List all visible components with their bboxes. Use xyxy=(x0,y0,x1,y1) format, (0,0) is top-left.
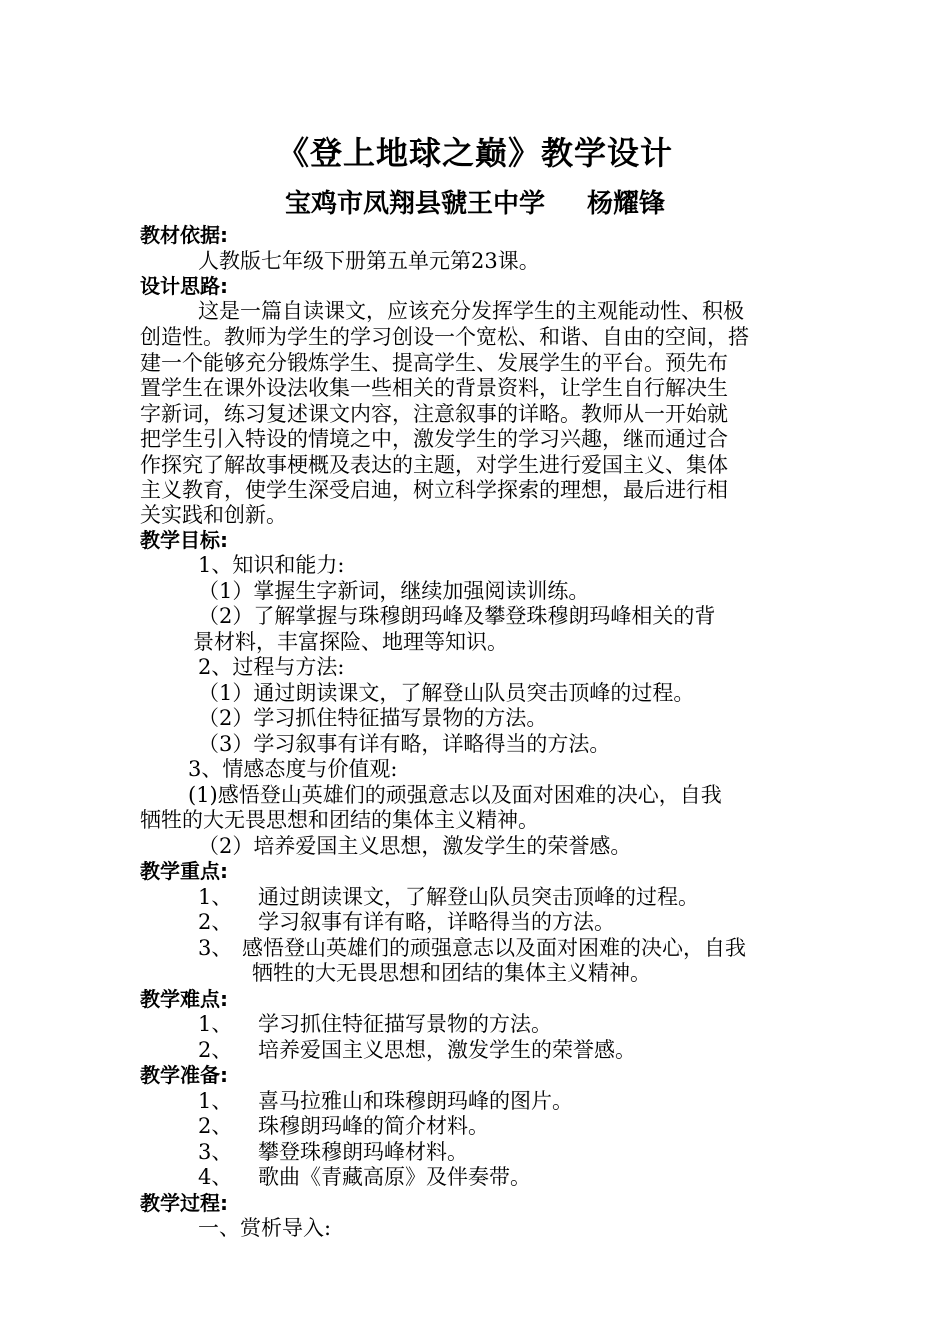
paragraph-line: 关实践和创新。 xyxy=(140,503,287,527)
list-text: 学习抓住特征描写景物的方法。 xyxy=(258,1012,552,1036)
author-school: 宝鸡市凤翔县虢王中学 xyxy=(284,189,545,219)
section-heading-prep: 教学准备: xyxy=(140,1063,228,1087)
section-heading-goals: 教学目标: xyxy=(140,528,228,552)
process-step: 一、赏析导入: xyxy=(198,1216,332,1240)
list-item xyxy=(198,1011,552,1037)
goal-subitem: (1)感悟登山英雄们的顽强意志以及面对困难的决心，自我 xyxy=(188,783,722,807)
goal-item: 3、情感态度与价值观: xyxy=(188,757,398,781)
list-text-cont: 牺牲的大无畏思想和团结的集体主义精神。 xyxy=(252,961,651,985)
list-text: 培养爱国主义思想，激发学生的荣誉感。 xyxy=(258,1038,636,1062)
goal-subitem: （2）了解掌握与珠穆朗玛峰及攀登珠穆朗玛峰相关的背 xyxy=(198,604,716,628)
goal-subitem: （1）掌握生字新词，继续加强阅读训练。 xyxy=(198,579,590,603)
list-number: 1、 xyxy=(198,1012,233,1036)
list-item xyxy=(198,1113,489,1139)
goal-subitem: （3）学习叙事有详有略，详略得当的方法。 xyxy=(198,732,611,756)
list-number: 2、 xyxy=(198,1038,233,1062)
author-line xyxy=(0,183,950,220)
list-item xyxy=(198,1164,531,1190)
list-text: 攀登珠穆朗玛峰材料。 xyxy=(258,1140,468,1164)
paragraph-line: 主义教育，使学生深受启迪，树立科学探索的理想，最后进行相 xyxy=(140,478,728,502)
list-number: 1、 xyxy=(198,1089,233,1113)
list-item xyxy=(198,1037,636,1063)
list-text: 歌曲《青藏高原》及伴奏带。 xyxy=(258,1165,531,1189)
list-number: 3、 xyxy=(198,936,233,960)
paragraph-line: 建一个能够充分锻炼学生、提高学生、发展学生的平台。预先布 xyxy=(140,351,728,375)
list-item xyxy=(198,909,615,935)
list-number: 4、 xyxy=(198,1165,233,1189)
list-item xyxy=(198,884,699,910)
list-item xyxy=(198,1139,468,1165)
goal-subitem: （2）学习抓住特征描写景物的方法。 xyxy=(198,706,548,730)
list-number: 1、 xyxy=(198,885,233,909)
list-number: 3、 xyxy=(198,1140,233,1164)
goal-item: 2、过程与方法: xyxy=(198,655,345,679)
list-number: 2、 xyxy=(198,1114,233,1138)
list-text: 通过朗读课文，了解登山队员突击顶峰的过程。 xyxy=(258,885,699,909)
paragraph-line: 置学生在课外设法收集一些相关的背景资料，让学生自行解决生 xyxy=(140,376,728,400)
list-item xyxy=(198,935,746,961)
goal-item: 1、知识和能力: xyxy=(198,553,345,577)
list-text: 感悟登山英雄们的顽强意志以及面对困难的决心，自我 xyxy=(242,936,746,960)
goal-subitem: （2）培养爱国主义思想，激发学生的荣誉感。 xyxy=(198,834,632,858)
paragraph-line: 这是一篇自读课文，应该充分发挥学生的主观能动性、积极 xyxy=(198,299,744,323)
goal-subitem: （1）通过朗读课文，了解登山队员突击顶峰的过程。 xyxy=(198,681,695,705)
section-heading-idea: 设计思路: xyxy=(140,274,228,298)
paragraph-line: 把学生引入特设的情境之中，激发学生的学习兴趣，继而通过合 xyxy=(140,427,728,451)
list-text: 学习叙事有详有略，详略得当的方法。 xyxy=(258,910,615,934)
list-number: 2、 xyxy=(198,910,233,934)
list-text: 喜马拉雅山和珠穆朗玛峰的图片。 xyxy=(258,1089,573,1113)
section-heading-basis: 教材依据: xyxy=(140,223,228,247)
section-heading-difficult: 教学难点: xyxy=(140,987,228,1011)
document-title: 《登上地球之巅》教学设计 xyxy=(276,134,673,172)
paragraph-line: 创造性。教师为学生的学习创设一个宽松、和谐、自由的空间，搭 xyxy=(140,325,749,349)
list-item xyxy=(198,1088,573,1114)
section-heading-process: 教学过程: xyxy=(140,1191,228,1215)
paragraph-line: 作探究了解故事梗概及表达的主题，对学生进行爱国主义、集体 xyxy=(140,453,728,477)
paragraph-line: 字新词，练习复述课文内容，注意叙事的详略。教师从一开始就 xyxy=(140,402,728,426)
basis-text: 人教版七年级下册第五单元第23课。 xyxy=(198,249,540,273)
section-heading-key: 教学重点: xyxy=(140,859,228,883)
author-name: 杨耀锋 xyxy=(587,189,666,219)
goal-subitem-cont: 牺牲的大无畏思想和团结的集体主义精神。 xyxy=(140,808,539,832)
goal-subitem-cont: 景材料，丰富探险、地理等知识。 xyxy=(193,630,508,654)
list-text: 珠穆朗玛峰的简介材料。 xyxy=(258,1114,489,1138)
